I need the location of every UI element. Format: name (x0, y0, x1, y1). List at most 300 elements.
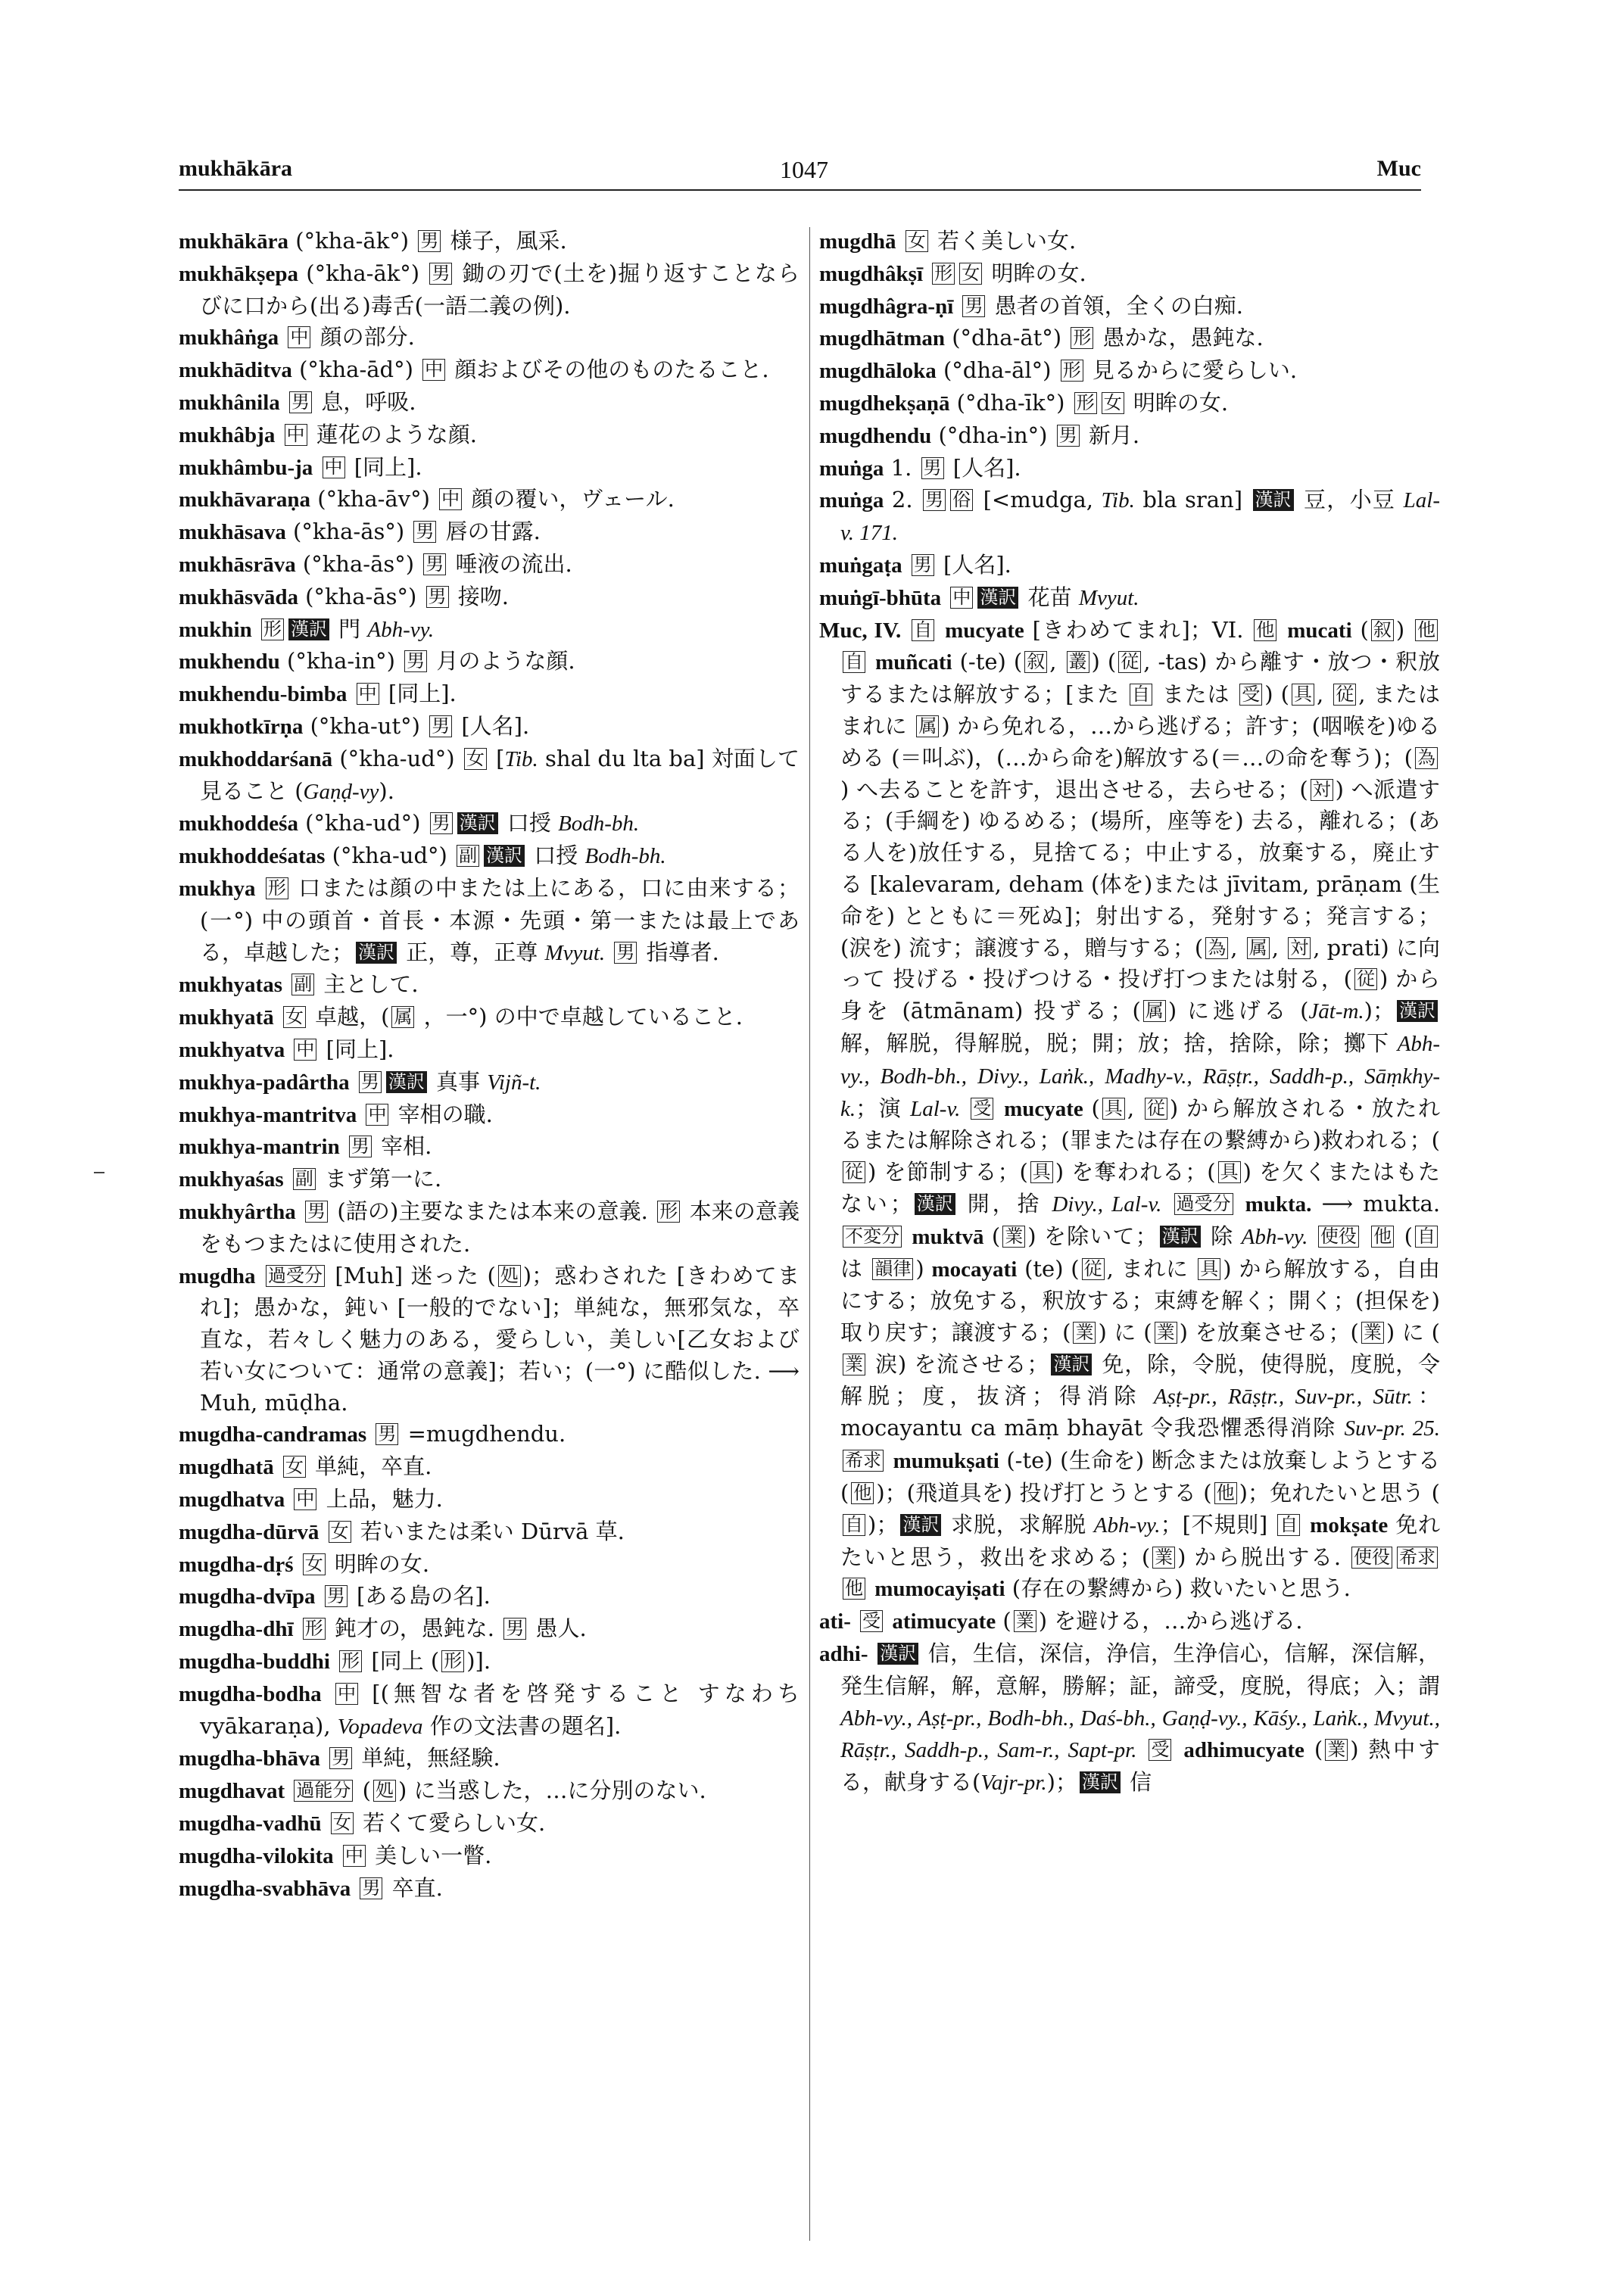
abbrev-box: 対 (1288, 937, 1311, 959)
entry-text: 口授 (527, 843, 585, 869)
entry-text: 1. (884, 454, 919, 481)
entry-text: 真事 (429, 1068, 488, 1095)
abbrev-box: 俗 (950, 489, 973, 511)
dictionary-entry (179, 1516, 800, 1549)
entry-text: ) に当惑した，…に分別のない. (397, 1777, 706, 1804)
abbrev-box: 形 (1074, 392, 1097, 414)
dictionary-entry (179, 226, 800, 258)
abbrev-box: 過受分 (266, 1265, 325, 1287)
entry-text: 若いまたは柔い Dūrvā 草. (353, 1518, 625, 1544)
abbrev-box: 具 (1218, 1161, 1241, 1183)
kanyaku-box: 漢訳 (915, 1193, 955, 1215)
kanyaku-box: 漢訳 (457, 812, 498, 834)
running-head-left: mukhākāra (179, 156, 293, 181)
abbrev-box: 自 (843, 1514, 865, 1536)
entry-text (256, 875, 263, 901)
headword: mukhin (179, 617, 252, 642)
kanyaku-box: 漢訳 (1253, 489, 1294, 511)
entry-text (941, 584, 948, 610)
entry-text: ( (1304, 1737, 1323, 1763)
entry-text: [人名]. (936, 551, 1011, 578)
abbrev-box: 他 (1214, 1482, 1237, 1504)
abbrev-box: 中 (950, 587, 973, 609)
entry-text (285, 1036, 291, 1062)
entry-text: ) ( (1264, 681, 1289, 708)
headword: muṅga (819, 456, 884, 481)
dictionary-entry (179, 743, 800, 808)
entry-text: 若く美しい女. (930, 228, 1077, 254)
entry-text: ) ( (1091, 649, 1117, 675)
margin-mark (94, 1172, 104, 1173)
abbrev-box: 男 (430, 812, 453, 834)
abbrev-box: 他 (1415, 619, 1438, 641)
entry-text: [きわめてまれ]；VI. (1024, 616, 1252, 643)
headword: mugdha-bodha (179, 1681, 322, 1706)
entry-text: (語の)主要なまたは本来の意義. (330, 1198, 656, 1224)
entry-text: ) へ派遣する；(手綱を) ゆるめる；(場所，座等を) 去る，離れる；(ある人を)放任する，見捨てる；中止する，放棄する，廃止する [kalevaram, deham (体を)または jīvitam, prāṇam (生命を) とともに＝死ぬ]；射出する，発射する；発言する；(涙を) 流す；譲渡する，贈与する；( (840, 776, 1440, 961)
abbrev-box: 女 (959, 263, 982, 285)
entry-text (1361, 1223, 1369, 1249)
left-column (179, 226, 800, 2262)
dictionary-entry (179, 387, 800, 419)
headword: mukhendu (179, 650, 280, 675)
abbrev-box: 男 (404, 650, 427, 672)
entry-text: ) へ去ることを許す，退出させる，去らせる；( (840, 776, 1308, 802)
entry-text (256, 1263, 263, 1288)
entry-text: 上品，魅力. (319, 1486, 443, 1513)
kanyaku-box: 漢訳 (1160, 1226, 1201, 1248)
abbrev-box: 男 (325, 1585, 348, 1607)
entry-text: 信，生信，深信，浄信，生浄信心，信解，深信解，発生信解，解，意解，勝解；証，諦受，度脱，得底；入；謂 (840, 1640, 1440, 1699)
dictionary-entry (179, 1646, 800, 1678)
entry-text: (°kha-ās°) (285, 519, 412, 545)
headword: mukhoddeśatas (179, 844, 326, 869)
bold-form: mukta. (1245, 1192, 1312, 1217)
entry-text: [同上]. (347, 453, 422, 480)
headword: mukhoddarśanā (179, 746, 333, 771)
entry-text: (°kha-ud°) (325, 843, 455, 869)
dictionary-entry (819, 453, 1440, 485)
entry-text: )]. (466, 1648, 491, 1675)
abbrev-box: 男 (349, 1136, 372, 1157)
entry-text: 本来の意義をもつまたはに使用された. (200, 1198, 800, 1257)
abbrev-box: 受 (971, 1098, 993, 1120)
entry-text (252, 616, 259, 642)
entry-text: (°kha-āk°) (288, 228, 416, 254)
entry-text (319, 1519, 326, 1544)
entry-text: (°kha-in°) (279, 648, 403, 675)
headword: mugdha-candramas (179, 1422, 367, 1447)
headword: mugdha-svabhāva (179, 1876, 351, 1901)
dictionary-entry (179, 614, 800, 646)
entry-text: (°dha-āl°) (936, 357, 1058, 384)
abbrev-box: 男 (359, 1071, 382, 1093)
bold-form: atimucyate (892, 1609, 996, 1634)
headword: mugdhatva (179, 1488, 285, 1513)
abbrev-box: 従 (1145, 1098, 1167, 1120)
abbrev-box: 男 (921, 457, 944, 479)
entry-text: 新月. (1081, 422, 1140, 448)
dictionary-entry (179, 1002, 800, 1034)
headword: mukhāsava (179, 520, 286, 545)
entry-text: 明眸の女. (327, 1550, 430, 1577)
abbrev-box: 属 (1143, 1000, 1166, 1022)
entry-text: 口または顔の中または上にある，口に由来する；(一°) 中の頭首・首長・本源・先頭・第一または最上である，卓越した； (200, 874, 800, 965)
abbrev-box: 従 (1118, 651, 1141, 673)
entry-text: , (1271, 934, 1286, 961)
headword: mukhāsrāva (179, 552, 296, 577)
citation: Suv-pr. 25. (1344, 1416, 1440, 1441)
entry-text: , (1230, 934, 1245, 961)
entry-text: (存在の繋縛から) 救いたいと思う. (1005, 1575, 1351, 1602)
entry-text: )；惑わされた [きわめてまれ]；愚かな，鈍い [一般的でない]；単純な，無邪気な，卒直な，若々しく魅力のある，愛らしい，美しい[乙女および若い女について：通常の意義]；若い；(一°) に酷似した. ⟶ Muh, mūḍha. (200, 1262, 800, 1416)
abbrev-box: 中 (335, 1683, 358, 1705)
headword: mugdhekṣaṇā (819, 391, 950, 416)
headword: muṅgaṭa (819, 553, 902, 578)
entry-text: )；(飛道具を) 投げ打とうとする ( (876, 1480, 1212, 1506)
dictionary-entry (179, 1067, 800, 1099)
entry-text: 愚かな，愚鈍な. (1096, 325, 1264, 351)
abbrev-box: 男 (614, 942, 637, 964)
citation: Gaṇḍ-vy (303, 779, 379, 804)
headword: mugdhâkṣī (819, 261, 924, 286)
dictionary-entry (179, 1775, 800, 1808)
entry-text (1174, 1737, 1183, 1762)
entry-text (275, 422, 282, 447)
entry-text: shal du lta ba] 対面して見ること ( (200, 745, 800, 804)
dictionary-entry (179, 1808, 800, 1840)
entry-text: ( (1083, 1095, 1100, 1121)
abbrev-box: 副 (293, 1168, 316, 1190)
kanyaku-box: 漢訳 (484, 845, 525, 867)
abbrev-box: 業 (1002, 1226, 1025, 1248)
entry-text (896, 228, 903, 254)
entry-text: )；免れたいと思う ( (1239, 1480, 1440, 1506)
entry-text (357, 1101, 363, 1127)
abbrev-box: 形 (303, 1618, 326, 1640)
entry-text: (°kha-ut°) (303, 712, 428, 739)
entry-text (274, 1453, 281, 1479)
abbrev-box: 為 (1205, 937, 1228, 959)
headword: mukhotkīrṇa (179, 714, 304, 739)
entry-text (294, 1551, 301, 1577)
entry-text: ) に逃げる ( (1167, 998, 1309, 1024)
entry-text (322, 1810, 329, 1836)
entry-text (868, 1575, 874, 1601)
entry-text: (°kha-āk°) (298, 260, 428, 286)
headword: mukhyaśas (179, 1167, 284, 1192)
dictionary-entry (819, 484, 1440, 550)
dictionary-entry (179, 1743, 800, 1775)
headword: mukhyârtha (179, 1199, 296, 1224)
dictionary-entry (179, 1260, 800, 1419)
abbrev-box: 処 (373, 1780, 396, 1802)
entry-text (1236, 1191, 1245, 1217)
kanyaku-box: 漢訳 (386, 1071, 427, 1093)
entry-text: 愚人. (528, 1615, 587, 1642)
bold-form: mumocayiṣati (874, 1577, 1005, 1602)
entry-text: ) を避ける，…から逃げる. (1038, 1608, 1303, 1634)
entry-text: ) から解放される・放たれるまたは解除される；(罪または存在の繋縛から)救われる；( (840, 1095, 1440, 1154)
entry-text: 蓮花のような顔. (309, 421, 477, 447)
dictionary-entry (179, 1678, 800, 1743)
abbrev-box: 業 (1325, 1739, 1348, 1761)
abbrev-box: 中 (366, 1104, 388, 1126)
abbrev-box: 男 (289, 391, 312, 413)
abbrev-box: 受 (860, 1610, 883, 1632)
dictionary-entry (179, 516, 800, 549)
entry-text: 明眸の女. (984, 260, 1086, 286)
citation: Bodh-bh. (584, 844, 666, 869)
entry-text: 免れたいと思う，救出を求める；( (840, 1511, 1440, 1570)
abbrev-box: 中 (343, 1845, 366, 1867)
entry-text: 免，除，令脱，使得脱，度脱，令解脱；度，抜済；得消除 (840, 1351, 1440, 1409)
entry-text (996, 1095, 1004, 1121)
abbrev-box: 形 (441, 1650, 464, 1672)
entry-text: ) に ( (1098, 1319, 1152, 1346)
citation: Lal-v. (910, 1096, 961, 1121)
entry-text (347, 681, 354, 706)
abbrev-box: 男 (429, 715, 452, 737)
bold-form: mumukṣati (893, 1449, 999, 1474)
dictionary-entry (179, 678, 800, 711)
abbrev-box: 中 (288, 326, 310, 348)
headword: ati- (819, 1609, 851, 1634)
abbrev-box: 中 (357, 683, 379, 705)
dictionary-entry (819, 550, 1440, 582)
abbrev-box: 女 (331, 1812, 354, 1834)
abbrev-box: 女 (283, 1456, 306, 1478)
entry-text: または (1154, 681, 1238, 708)
citation: Abh-vy. (1241, 1224, 1308, 1249)
entry-text: 豆，小豆 (1295, 487, 1404, 513)
entry-text: ) 熱中する，献身する( (840, 1737, 1440, 1796)
column-divider (809, 227, 810, 2241)
entry-text: ) を欠くまたはもたない； (840, 1159, 1440, 1217)
abbrev-box: 具 (1198, 1258, 1220, 1280)
dictionary-entry (179, 873, 800, 969)
abbrev-box: 希求 (1397, 1547, 1438, 1569)
headword: mugdha-dūrvā (179, 1519, 320, 1544)
dictionary-entry (819, 582, 1440, 615)
headword: mugdha-vadhū (179, 1812, 322, 1837)
entry-text (937, 617, 945, 643)
headword: mukhākāra (179, 229, 289, 254)
entry-text: (°kha-ād°) (291, 357, 421, 383)
abbrev-box: 男 (1057, 425, 1080, 447)
abbrev-box: 男 (305, 1201, 328, 1223)
abbrev-box: 男 (360, 1877, 382, 1899)
entry-text: [<mudga, (975, 487, 1102, 513)
entry-text (886, 1447, 893, 1473)
headword: mukhoddeśa (179, 812, 298, 837)
kanyaku-box: 漢訳 (1080, 1771, 1121, 1793)
dictionary-entry (179, 549, 800, 581)
abbrev-box: 自 (1130, 684, 1152, 706)
abbrev-box: 男 (376, 1423, 398, 1445)
kanyaku-box: 漢訳 (288, 618, 329, 640)
entry-text (322, 1681, 333, 1706)
entry-text: (°kha-ud°) (298, 810, 428, 837)
entry-text: 唇の甘露. (438, 519, 541, 545)
abbrev-box: 男 (923, 489, 946, 511)
entry-text (868, 649, 875, 675)
abbrev-box: 業 (1152, 1547, 1175, 1569)
entry-text (953, 293, 960, 319)
dictionary-entry (179, 419, 800, 452)
entry-text: ) (915, 1255, 932, 1282)
headword: mukhya-mantrin (179, 1135, 340, 1160)
abbrev-box: 他 (1371, 1226, 1394, 1248)
entry-text: , -tas) から離す・放つ・釈放するまたは解放する；[また (840, 649, 1440, 708)
entry-text: (te) ( (1017, 1255, 1080, 1282)
abbrev-box: 中 (294, 1039, 316, 1061)
entry-text (330, 1648, 337, 1674)
abbrev-box: 中 (439, 488, 462, 510)
page-number: 1047 (780, 156, 828, 183)
citation: Vopadeva (337, 1714, 423, 1739)
dictionary-entry (179, 1451, 800, 1484)
entry-text: ：mocayantu ca māṃ bhayāt 令我恐懼悉得消除 (840, 1382, 1440, 1441)
dictionary-entry (179, 322, 800, 354)
entry-text: は (840, 1255, 871, 1282)
headword: mugdha-vilokita (179, 1843, 334, 1868)
entry-text (351, 1875, 357, 1901)
entry-text (334, 1843, 341, 1868)
abbrev-box: 形 (261, 618, 284, 640)
entry-text (1302, 1512, 1310, 1537)
abbrev-box: 副 (291, 974, 314, 995)
headword: mugdha-dhī (179, 1617, 294, 1642)
entry-text: ) を奪われる；( (1055, 1159, 1216, 1185)
abbrev-box: 男 (423, 553, 446, 575)
abbrev-box: 他 (843, 1578, 865, 1600)
abbrev-box: 属 (391, 1006, 414, 1028)
right-column (819, 226, 1440, 2262)
entry-text: 卒直. (385, 1874, 443, 1901)
entry-text: 顔の覆い，ヴェール. (464, 486, 675, 512)
abbrev-box: 受 (1239, 684, 1262, 706)
entry-text: 単純，卒直. (307, 1453, 432, 1480)
entry-text: ，一°) の中で卓越していること. (416, 1004, 743, 1030)
headword: mukhâbja (179, 422, 276, 447)
entry-text (316, 1583, 323, 1609)
abbrev-box: 業 (1073, 1322, 1096, 1344)
entry-text: (°dha-in°) (931, 422, 1055, 448)
headword: mugdha-bhāva (179, 1746, 320, 1771)
abbrev-box: 中 (294, 1488, 316, 1510)
abbrev-box: 形 (932, 263, 955, 285)
entry-text: 2. (884, 487, 921, 513)
abbrev-box: 形 (339, 1650, 362, 1672)
headword: mukhendu-bimba (179, 682, 348, 707)
dictionary-entry (819, 355, 1440, 388)
headword: Muc, IV. (819, 618, 902, 643)
entry-text: ；演 (856, 1095, 911, 1121)
entry-text: ) を節制する；( (868, 1159, 1028, 1185)
abbrev-box: 他 (851, 1482, 874, 1504)
entry-text: ) から身を (ātmānam) 投ずる；( (840, 966, 1440, 1024)
entry-text: (°kha-āv°) (310, 486, 438, 512)
entry-text: (°dha-āt°) (945, 325, 1069, 351)
entry-text: 涙) を流させる； (868, 1351, 1049, 1377)
dictionary-entry (179, 1196, 800, 1260)
citation: Abh-vy. (367, 617, 435, 642)
entry-text (296, 1198, 303, 1224)
entry-text (350, 1069, 357, 1095)
headword: mugdhâgra-ṇī (819, 294, 954, 319)
abbrev-box: 中 (323, 456, 345, 478)
entry-text: [ある島の名]. (349, 1583, 491, 1609)
headword: mugdha (179, 1263, 256, 1288)
entry-text: (-te) (生命を) 断念または放棄しようとする ( (840, 1447, 1440, 1506)
citation: Tib. (504, 746, 538, 771)
entry-text (605, 939, 612, 965)
entry-text (313, 454, 320, 480)
entry-text (282, 971, 289, 997)
abbrev-box: 女 (1102, 392, 1124, 414)
citation: Vajr-pr. (980, 1771, 1047, 1796)
abbrev-box: 希求 (843, 1450, 884, 1472)
entry-text: 解，解脱，得解脱，脱；開；放；捨，捨除，除；擲下 (840, 1030, 1398, 1056)
citation: Abh-vy. (1093, 1513, 1161, 1537)
entry-text (366, 1421, 373, 1447)
abbrev-box: 男 (429, 263, 452, 285)
abbrev-box: 具 (1102, 1098, 1125, 1120)
citation: Jāt-m. (1308, 999, 1364, 1024)
dictionary-entry (819, 291, 1440, 323)
entry-text (885, 1608, 892, 1634)
headword: mukhya-padârtha (179, 1070, 350, 1095)
abbrev-box: 女 (283, 1006, 306, 1028)
entry-text: 指導者. (639, 939, 719, 965)
entry-text: ) を放棄させる；( (1179, 1319, 1359, 1346)
entry-text: )； (868, 1511, 899, 1537)
entry-text: , (1127, 1095, 1142, 1121)
entry-text: ( (355, 1777, 371, 1804)
entry-text (1161, 1191, 1171, 1217)
entry-text (960, 1095, 968, 1121)
entry-text: 除 (1202, 1223, 1242, 1249)
entry-text: [同上 ( (364, 1648, 440, 1675)
entry-text: 見るからに愛らしい. (1085, 357, 1298, 384)
headword: mugdhā (819, 229, 896, 254)
dictionary-entry (179, 646, 800, 678)
entry-text: 唾液の流出. (448, 550, 572, 577)
bold-form: mocayati (931, 1257, 1018, 1282)
entry-text: 接吻. (450, 583, 509, 609)
entry-text: ) (1395, 616, 1414, 643)
headword: mugdha-dṛś (179, 1552, 294, 1577)
abbrev-box: 業 (1014, 1610, 1036, 1632)
abbrev-box: 形 (657, 1201, 680, 1223)
abbrev-box: 女 (303, 1553, 326, 1575)
abbrev-box: 対 (1311, 779, 1333, 801)
dictionary-entry (819, 258, 1440, 291)
entry-text: 門 (331, 615, 368, 642)
entry-text: 開，捨 (957, 1190, 1052, 1217)
entry-text: ) を除いて； (1027, 1223, 1158, 1249)
abbrev-box: 具 (1030, 1161, 1053, 1183)
dictionary-entry (179, 1164, 800, 1196)
headword: mukhâṅga (179, 326, 279, 350)
abbrev-box: 形 (1071, 327, 1093, 349)
abbrev-box: 処 (498, 1265, 521, 1287)
abbrev-box: 自 (1277, 1514, 1300, 1536)
headword: mukhya (179, 876, 256, 901)
entry-text: [人名]. (946, 454, 1021, 481)
entry-text (1279, 617, 1287, 643)
